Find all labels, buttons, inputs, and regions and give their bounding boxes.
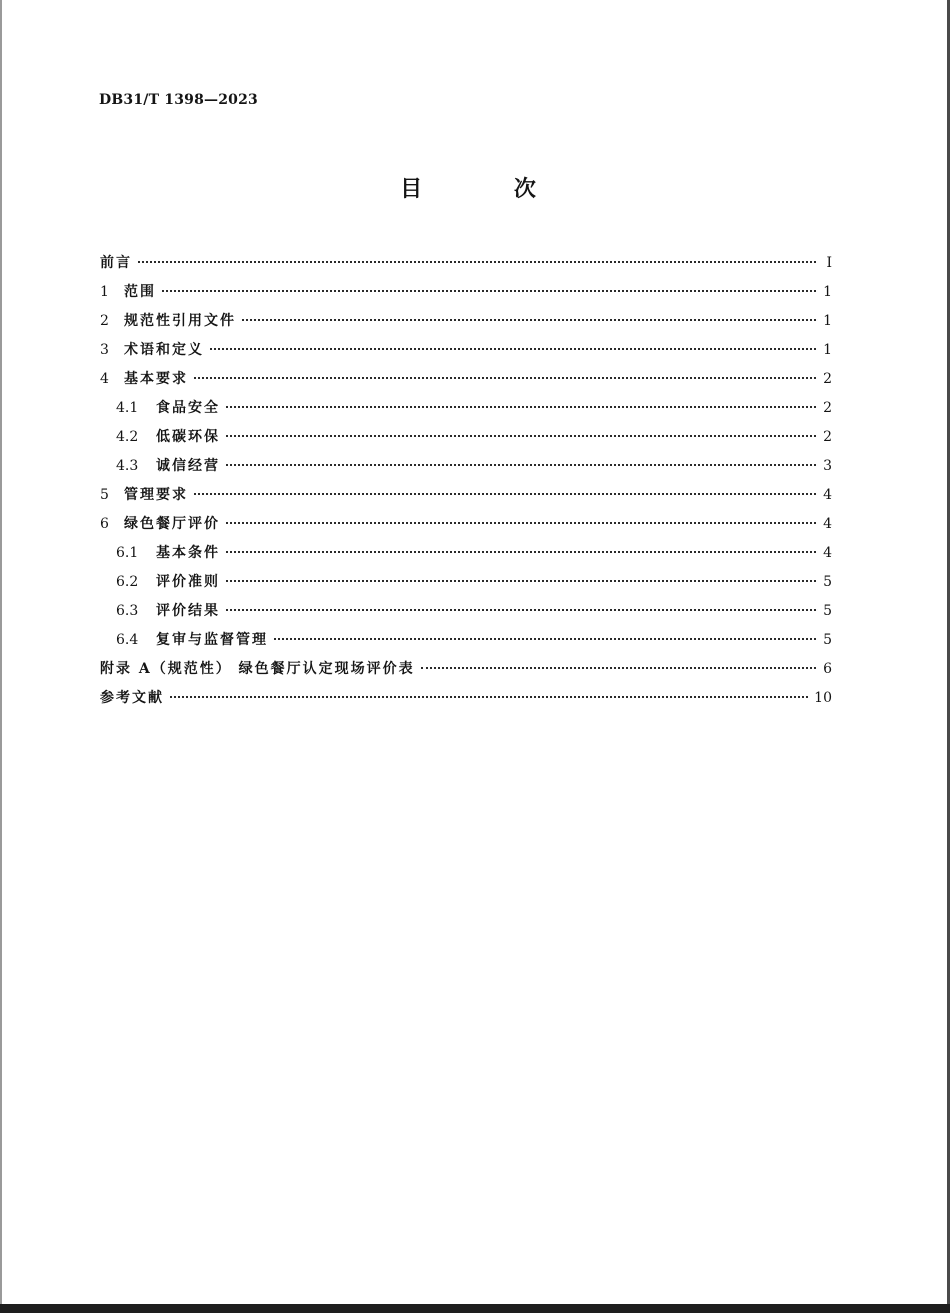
toc-entry-label: 低碳环保 — [156, 429, 220, 445]
toc-dot-leader — [194, 493, 816, 495]
toc-entry[interactable] — [100, 252, 832, 281]
toc-entry-page: 4 — [823, 545, 832, 561]
toc-entry-number: 3 — [100, 342, 109, 358]
toc-entry-label: 基本要求 — [124, 371, 188, 387]
toc-dot-leader — [226, 464, 816, 466]
document-code: DB31/T 1398—2023 — [99, 92, 258, 108]
toc-entry-page: 6 — [823, 661, 832, 677]
toc-entry-page: 5 — [823, 603, 832, 619]
toc-entry-page: I — [826, 255, 832, 271]
toc-entry-number: 6.1 — [116, 545, 139, 561]
toc-dot-leader — [162, 290, 816, 292]
toc-dot-leader — [226, 406, 816, 408]
toc-entry-label: 参考文献 — [100, 690, 164, 706]
toc-entry-label: 食品安全 — [156, 400, 220, 416]
toc-entry[interactable] — [100, 339, 832, 368]
toc-entry[interactable] — [100, 513, 832, 542]
toc-entry-label: 范围 — [124, 284, 156, 300]
toc-entry[interactable] — [100, 310, 832, 339]
toc-entry-number: 5 — [100, 487, 109, 503]
toc-entry-label: 前言 — [100, 255, 132, 271]
toc-dot-leader — [421, 667, 816, 669]
toc-entry[interactable] — [100, 571, 832, 600]
table-of-contents — [100, 252, 832, 716]
toc-entry-label: 规范性引用文件 — [124, 313, 236, 329]
toc-dot-leader — [170, 696, 808, 698]
toc-dot-leader — [194, 377, 816, 379]
toc-entry-label: 绿色餐厅评价 — [124, 516, 220, 532]
toc-entry-page: 10 — [814, 690, 832, 706]
toc-entry-page: 5 — [823, 632, 832, 648]
toc-entry[interactable] — [100, 600, 832, 629]
toc-entry-label: 基本条件 — [156, 545, 220, 561]
toc-entry-number: 4.2 — [116, 429, 139, 445]
toc-dot-leader — [226, 609, 816, 611]
toc-entry[interactable] — [100, 542, 832, 571]
toc-entry-number: 2 — [100, 313, 109, 329]
toc-entry-page: 5 — [823, 574, 832, 590]
toc-entry[interactable] — [100, 368, 832, 397]
toc-entry-page: 2 — [823, 429, 832, 445]
toc-entry-number: 1 — [100, 284, 109, 300]
toc-entry-number: 6.4 — [116, 632, 139, 648]
toc-dot-leader — [226, 580, 816, 582]
toc-entry-page: 2 — [823, 400, 832, 416]
toc-entry-number: 4 — [100, 371, 109, 387]
toc-dot-leader — [226, 435, 816, 437]
toc-entry[interactable] — [100, 687, 832, 716]
toc-entry-number: 6.2 — [116, 574, 139, 590]
toc-entry-label: 评价结果 — [156, 603, 220, 619]
toc-entry[interactable] — [100, 455, 832, 484]
toc-entry-number: 6.3 — [116, 603, 139, 619]
page-bottom-edge — [0, 1304, 950, 1313]
toc-title: 目 次 — [400, 176, 578, 202]
toc-entry[interactable] — [100, 281, 832, 310]
toc-entry-label: 评价准则 — [156, 574, 220, 590]
toc-entry[interactable] — [100, 426, 832, 455]
toc-entry-label: 附录 A（规范性） 绿色餐厅认定现场评价表 — [100, 661, 415, 677]
toc-entry-page: 3 — [823, 458, 832, 474]
toc-entry-number: 4.3 — [116, 458, 139, 474]
toc-dot-leader — [226, 522, 816, 524]
toc-dot-leader — [274, 638, 816, 640]
toc-entry-label: 术语和定义 — [124, 342, 204, 358]
toc-entry[interactable] — [100, 658, 832, 687]
toc-dot-leader — [226, 551, 816, 553]
toc-dot-leader — [138, 261, 816, 263]
toc-entry-label: 复审与监督管理 — [156, 632, 268, 648]
toc-entry-number: 6 — [100, 516, 109, 532]
toc-entry-page: 1 — [823, 313, 832, 329]
toc-entry-page: 1 — [823, 342, 832, 358]
toc-entry[interactable] — [100, 484, 832, 513]
toc-entry-page: 1 — [823, 284, 832, 300]
toc-dot-leader — [242, 319, 816, 321]
toc-entry-page: 4 — [823, 516, 832, 532]
toc-entry-label: 管理要求 — [124, 487, 188, 503]
toc-entry-page: 4 — [823, 487, 832, 503]
toc-entry-page: 2 — [823, 371, 832, 387]
toc-entry[interactable] — [100, 629, 832, 658]
toc-entry[interactable] — [100, 397, 832, 426]
toc-entry-number: 4.1 — [116, 400, 139, 416]
toc-entry-label: 诚信经营 — [156, 458, 220, 474]
toc-dot-leader — [210, 348, 816, 350]
